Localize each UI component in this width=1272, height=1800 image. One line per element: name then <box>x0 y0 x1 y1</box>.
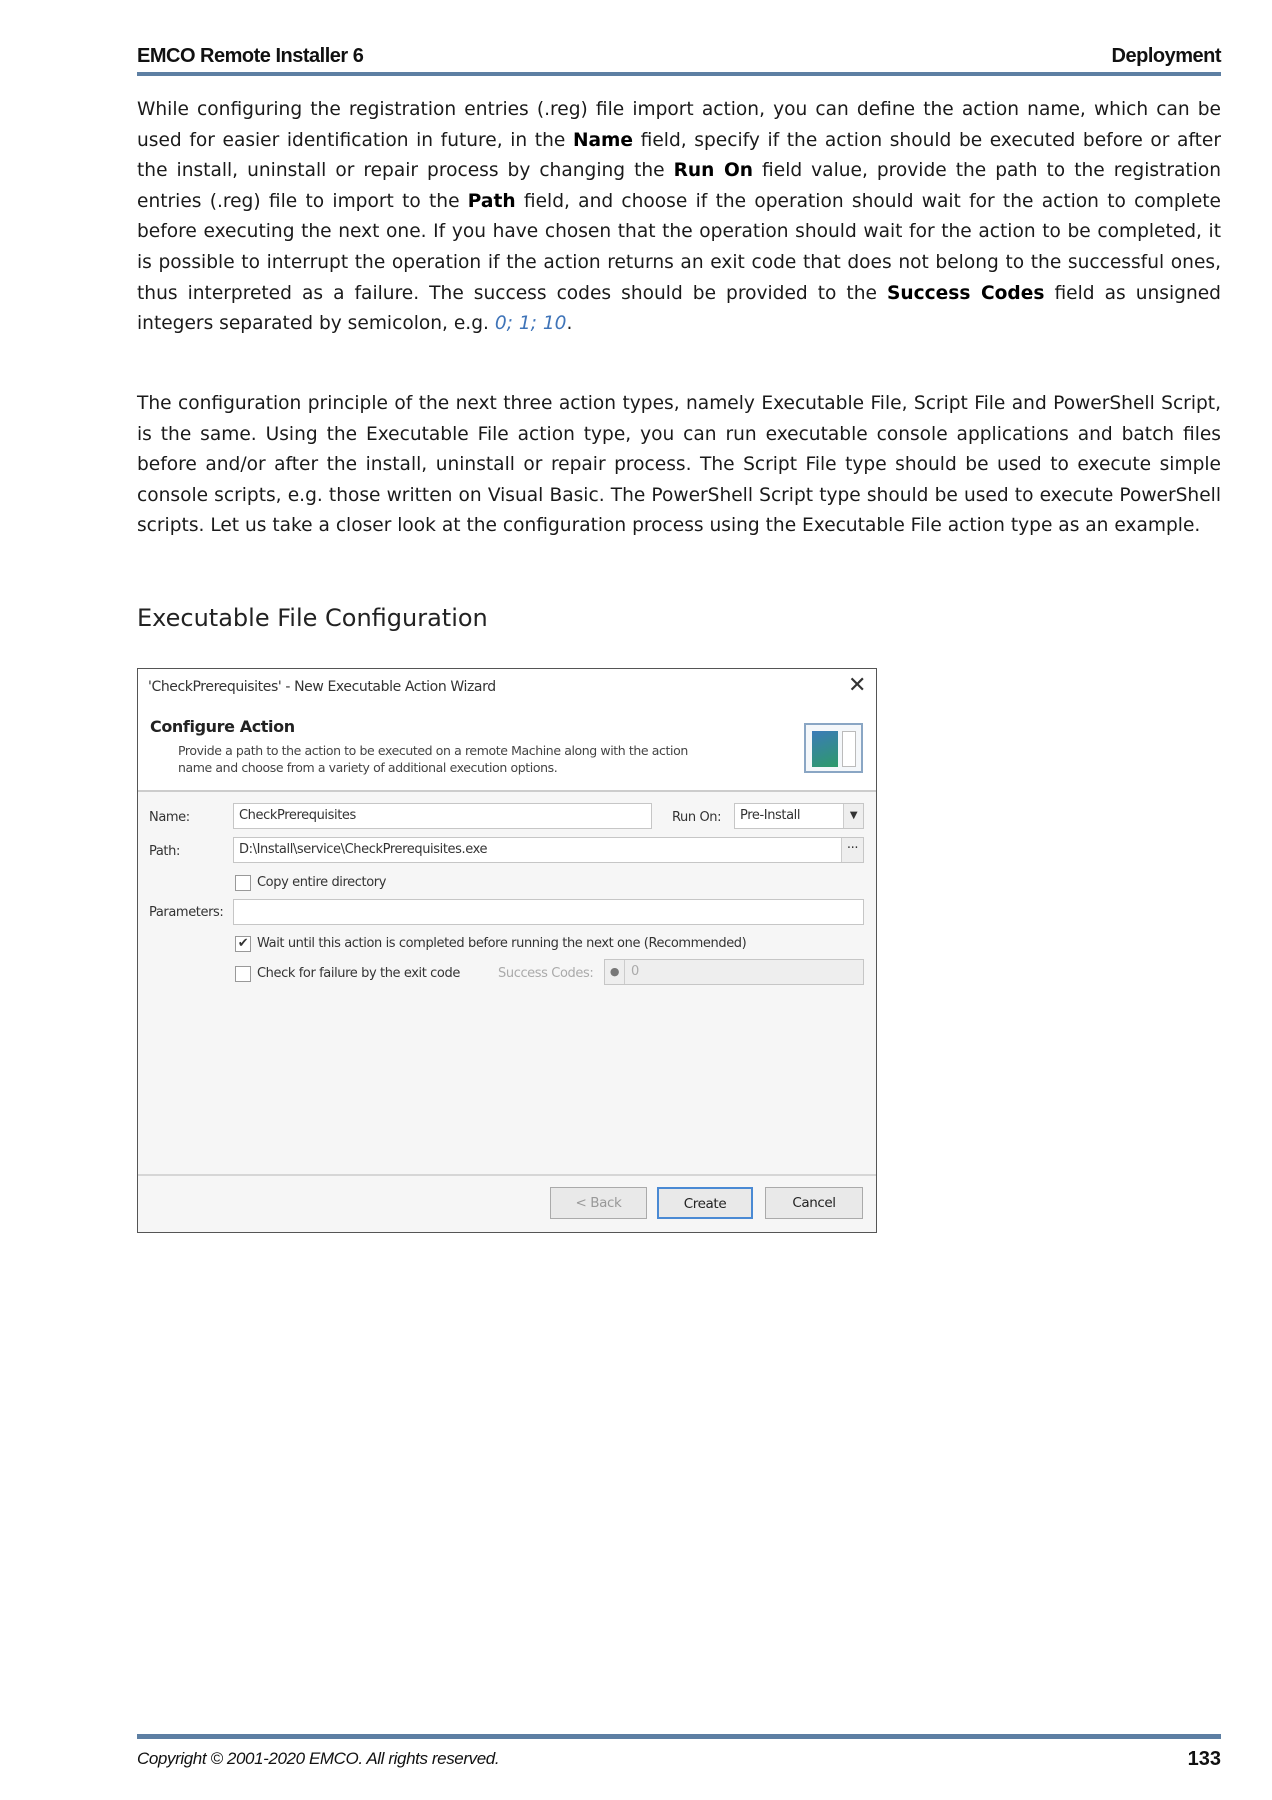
footer-separator <box>138 1174 876 1176</box>
run-on-label: Run On: <box>672 810 722 825</box>
success-codes-input[interactable] <box>604 959 864 985</box>
section-title: Executable File Configuration <box>137 604 488 632</box>
browse-button[interactable]: ··· <box>841 838 863 862</box>
text: field value, provide the path to the registration entries (.reg) file to import to the <box>137 160 1221 212</box>
check-failure-checkbox[interactable] <box>235 966 251 982</box>
create-button[interactable]: Create <box>657 1187 753 1219</box>
close-icon[interactable]: ✕ <box>847 673 866 698</box>
header-rule <box>137 72 1221 76</box>
chapter-title: Deployment <box>1111 45 1221 67</box>
step-desc-1: Provide a path to the action to be executed on a remote Machine along with the action <box>178 743 688 758</box>
success-codes-value: 0 <box>631 964 639 979</box>
dialog-title: 'CheckPrerequisites' - New Executable Action Wizard <box>148 679 496 695</box>
copy-directory-label: Copy entire directory <box>257 875 387 890</box>
path-input[interactable] <box>233 837 864 863</box>
step-desc-2: name and choose from a variety of additional execution options. <box>178 760 558 775</box>
name-input[interactable]: CheckPrerequisites <box>233 803 652 829</box>
paragraph-1 <box>137 95 1221 340</box>
parameters-label: Parameters: <box>149 905 224 920</box>
paragraph-2: The configuration principle of the next three action types, namely Executable File, Script File and PowerShell Script, is the same. Using the Executable File action type, you can run executable console applications and batch files before and/or after the install, uninstall or repair process. The Script File type should be used to execute simple console scripts, e.g. those written on Visual Basic. The PowerShell Script type should be used to execute PowerShell scripts. Let us take a closer look at the configuration process using the Executable File action type as an example. <box>137 393 1221 537</box>
wait-label: Wait until this action is completed before running the next one (Recommended) <box>257 936 747 951</box>
run-on-value: Pre-Install <box>740 808 801 823</box>
bold-success-codes: Success Codes <box>886 282 1045 304</box>
info-icon: ● <box>605 960 625 984</box>
checkmark-icon: ✔ <box>237 936 249 951</box>
bold-run-on: Run On <box>673 160 754 182</box>
text: . <box>566 313 573 335</box>
success-codes-label: Success Codes: <box>498 966 594 981</box>
copyright: Copyright © 2001-2020 EMCO. All rights reserved. <box>137 1749 500 1768</box>
page-number: 133 <box>1187 1748 1221 1770</box>
text: While configuring the registration entries (.reg) file import action, you can define the action name, which can be used for easier identification in future, in the <box>137 99 1221 151</box>
name-label: Name: <box>149 810 190 825</box>
code-example: 0; 1; 10 <box>494 313 567 335</box>
check-failure-label: Check for failure by the exit code <box>257 966 460 981</box>
page-header <box>137 45 1221 68</box>
wizard-icon <box>804 723 863 773</box>
cancel-button[interactable]: Cancel <box>765 1187 863 1219</box>
text: field as unsigned integers separated by semicolon, e.g. <box>137 282 1221 335</box>
bold-path: Path <box>467 190 516 212</box>
text: field, specify if the action should be executed before or after the install, uninstall or repair process by changing the <box>137 129 1221 182</box>
copy-directory-checkbox[interactable] <box>235 875 251 891</box>
path-label: Path: <box>149 844 180 859</box>
path-value: D:\Install\service\CheckPrerequisites.exe <box>239 842 488 857</box>
text: field, and choose if the operation should wait for the action to complete before executing the next one. If you have chosen that the operation should wait for the action to be completed, it is possible to interrupt the operation if the action returns an exit code that does not belong to the successful ones, thus interpreted as a failure. The success codes should be provided to the <box>137 190 1221 304</box>
dialog-header <box>138 669 876 792</box>
wizard-dialog <box>137 668 877 1233</box>
step-heading: Configure Action <box>150 717 295 736</box>
wait-checkbox[interactable] <box>235 936 251 952</box>
footer-rule <box>137 1734 1221 1739</box>
back-button[interactable]: < Back <box>550 1187 647 1219</box>
parameters-input[interactable] <box>233 899 864 925</box>
doc-title: EMCO Remote Installer 6 <box>137 45 364 67</box>
chevron-down-icon[interactable]: ▼ <box>843 804 863 828</box>
bold-name: Name <box>572 129 634 151</box>
run-on-select[interactable] <box>734 803 864 829</box>
